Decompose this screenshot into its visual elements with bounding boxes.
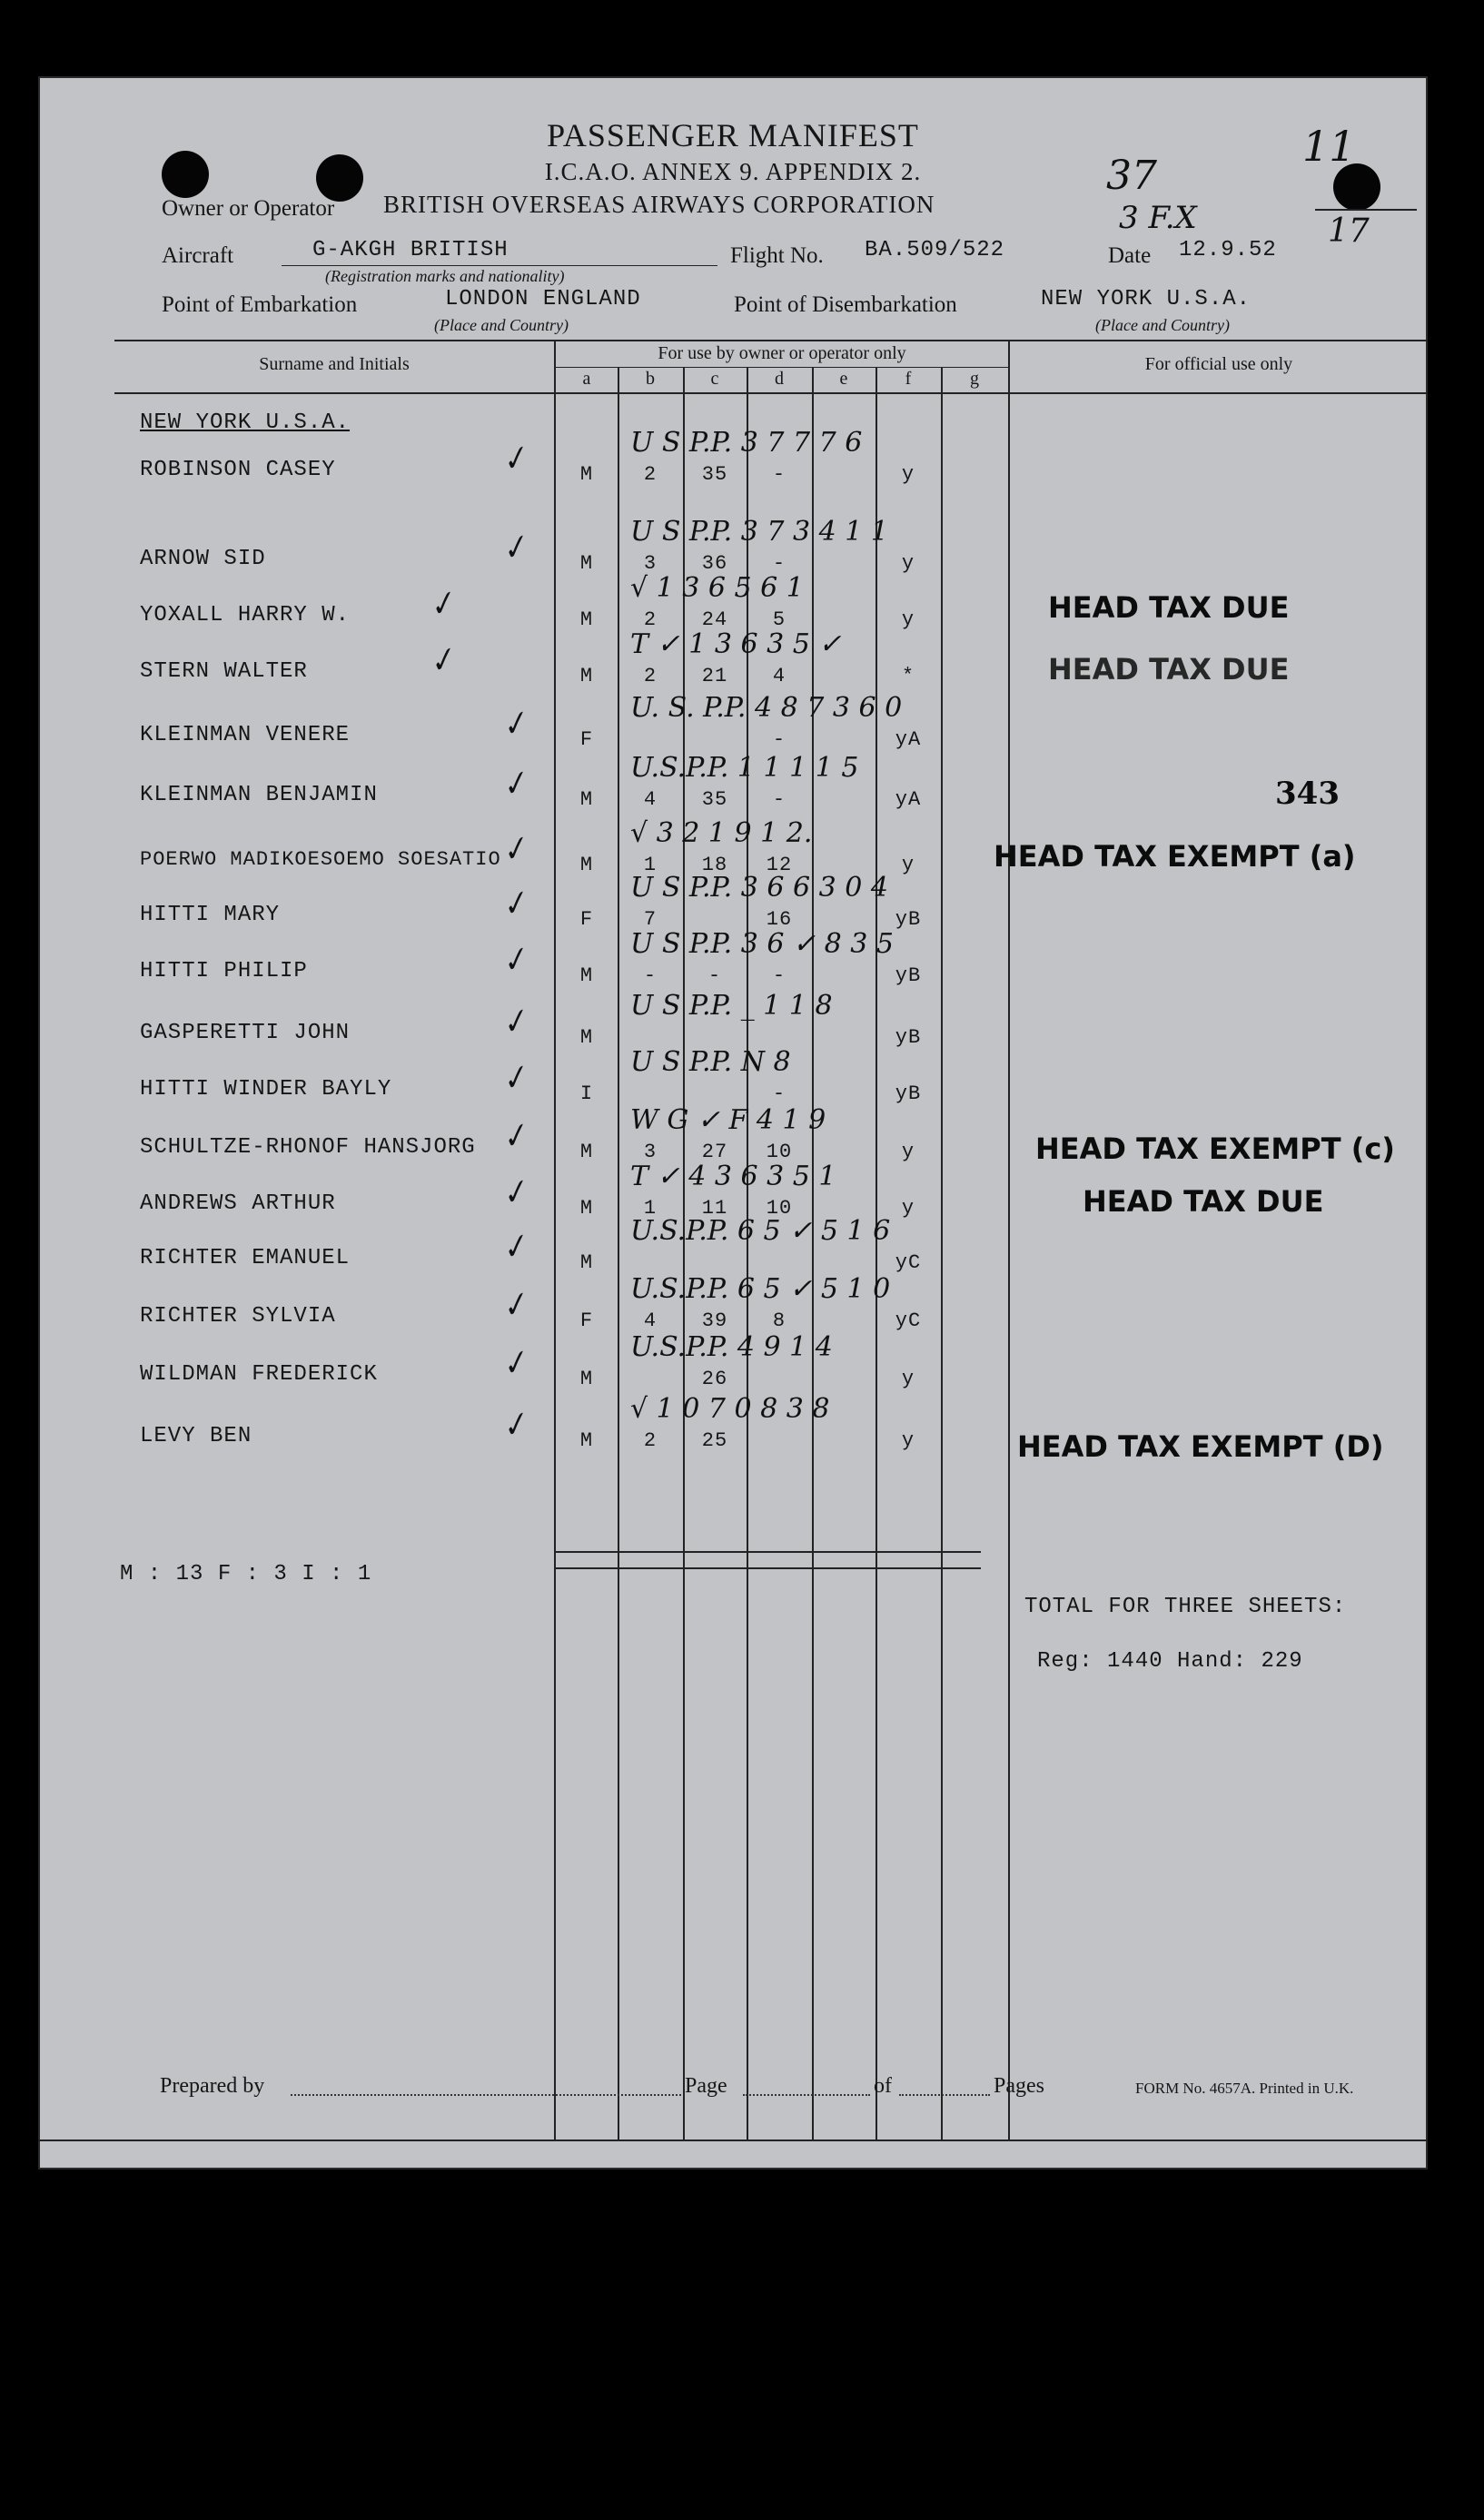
cell-f: yB — [895, 964, 922, 987]
total-three-sheets-label: TOTAL FOR THREE SHEETS: — [1024, 1595, 1347, 1619]
cell-b: 4 — [643, 788, 658, 811]
embarkation-value: LONDON ENGLAND — [445, 287, 641, 311]
check-mark-icon: ✓ — [496, 1404, 533, 1448]
cell-d: - — [772, 728, 787, 751]
embarkation-label: Point of Embarkation — [162, 292, 358, 317]
column-letter-a: a — [582, 369, 591, 389]
stamp-head-tax-due-1: HEAD TAX DUE — [1048, 590, 1290, 625]
check-mark-icon: ✓ — [496, 1001, 533, 1044]
handwritten-annotation: T ✓ 4 3 6 3 5 1 — [630, 1161, 836, 1192]
page-line — [743, 2094, 870, 2096]
cell-c: 18 — [701, 854, 728, 876]
cell-f: yA — [895, 728, 922, 751]
grid-bottom-rule — [38, 2140, 1428, 2141]
handwritten-annotation: U.S.P.P. 1 1 1 1 5 — [630, 752, 859, 784]
cell-c: 11 — [701, 1197, 728, 1220]
surname-heading: Surname and Initials — [259, 354, 410, 374]
handwritten-annotation: U.S.P.P. 4 9 1 4 — [630, 1331, 833, 1363]
cell-d: - — [772, 964, 787, 987]
handwritten-annotation: U. S. P.P. 4 8 7 3 6 0 — [630, 692, 903, 724]
owner-value: BRITISH OVERSEAS AIRWAYS CORPORATION — [383, 191, 935, 218]
check-mark-icon: ✓ — [496, 883, 533, 926]
handwritten-number-37: 37 — [1106, 153, 1157, 199]
cell-b: 2 — [643, 463, 658, 486]
cell-c: 35 — [701, 788, 728, 811]
totals-rule-2 — [554, 1567, 981, 1569]
passenger-name: ARNOW SID — [140, 547, 266, 571]
cell-d: 10 — [766, 1197, 793, 1220]
cell-c: 36 — [701, 552, 728, 575]
cell-f: yC — [895, 1251, 922, 1274]
cell-f: yB — [895, 1082, 922, 1105]
col-line-e — [876, 367, 877, 2140]
cell-c: - — [707, 964, 722, 987]
cell-a: M — [579, 854, 594, 876]
check-mark-icon: ✓ — [496, 763, 533, 806]
aircraft-label: Aircraft — [162, 243, 234, 268]
column-letter-d: d — [775, 369, 784, 389]
totals-rule-1 — [554, 1551, 981, 1553]
passenger-name: KLEINMAN BENJAMIN — [140, 783, 378, 807]
manifest-sheet — [38, 76, 1428, 2169]
stamp-number-343: 343 — [1275, 776, 1340, 812]
check-mark-icon: ✓ — [496, 1115, 533, 1159]
cell-f: * — [901, 665, 915, 687]
check-mark-icon: ✓ — [496, 1342, 533, 1386]
col-line-g — [1008, 340, 1010, 2140]
owner-label: Owner or Operator — [162, 196, 335, 221]
cell-a: M — [579, 665, 594, 687]
disembarkation-value: NEW YORK U.S.A. — [1041, 287, 1252, 311]
cell-b: 7 — [643, 908, 658, 931]
cell-a: M — [579, 552, 594, 575]
date-label: Date — [1108, 243, 1152, 268]
cell-a: F — [579, 1309, 594, 1332]
official-heading: For official use only — [1144, 354, 1293, 374]
stamp-head-tax-due-2: HEAD TAX DUE — [1048, 652, 1290, 687]
passenger-name: SCHULTZE-RHONOF HANSJORG — [140, 1135, 476, 1160]
disembarkation-label: Point of Disembarkation — [734, 292, 957, 317]
cell-f: y — [901, 463, 915, 486]
destination-heading: NEW YORK U.S.A. — [140, 410, 351, 435]
handwritten-annotation: U S P.P. 3 7 7 7 6 — [630, 427, 863, 459]
cell-f: y — [901, 608, 915, 631]
col-line-surname — [554, 340, 556, 2140]
passenger-name: ROBINSON CASEY — [140, 458, 336, 482]
cell-a: M — [579, 964, 594, 987]
check-mark-icon: ✓ — [496, 1171, 533, 1215]
cell-d: 5 — [772, 608, 787, 631]
cell-f: yB — [895, 908, 922, 931]
aircraft-underline — [282, 265, 717, 266]
of-line — [899, 2094, 990, 2096]
passenger-name: WILDMAN FREDERICK — [140, 1362, 378, 1387]
cell-c: 21 — [701, 665, 728, 687]
cell-f: yB — [895, 1026, 922, 1049]
cell-d: - — [772, 788, 787, 811]
handwritten-annotation: √ 3 2 1 9 1 2. — [630, 817, 813, 849]
embarkation-note: (Place and Country) — [434, 316, 569, 334]
cell-a: M — [579, 788, 594, 811]
cell-b: 1 — [643, 1197, 658, 1220]
cell-a: F — [579, 728, 594, 751]
cell-b: 2 — [643, 608, 658, 631]
check-mark-icon: ✓ — [496, 1057, 533, 1101]
cell-b: 2 — [643, 665, 658, 687]
column-letter-f: f — [905, 369, 912, 389]
stamp-head-tax-exempt-a: HEAD TAX EXEMPT (a) — [994, 839, 1356, 874]
cell-b: - — [643, 964, 658, 987]
col-line-a — [618, 367, 619, 2140]
flight-value: BA.509/522 — [865, 238, 1005, 262]
handwritten-annotation: U S P.P. N 8 — [630, 1046, 791, 1078]
cell-c: 26 — [701, 1368, 728, 1390]
cell-a: M — [579, 1197, 594, 1220]
cell-d: - — [772, 463, 787, 486]
stamp-head-tax-exempt-c: HEAD TAX EXEMPT (c) — [1035, 1132, 1395, 1166]
cell-c: 35 — [701, 463, 728, 486]
cell-a: M — [579, 608, 594, 631]
cell-f: yC — [895, 1309, 922, 1332]
grid-top-rule — [114, 340, 1428, 341]
cell-c: 27 — [701, 1141, 728, 1163]
handwritten-annotation: U.S.P.P. 6 5 ✓ 5 1 0 — [630, 1273, 891, 1305]
passenger-name: LEVY BEN — [140, 1424, 252, 1448]
handwritten-annotation: U.S.P.P. 6 5 ✓ 5 1 6 — [630, 1215, 891, 1247]
cell-a: M — [579, 1429, 594, 1452]
check-mark-icon: ✓ — [496, 438, 533, 481]
page-title: PASSENGER MANIFEST — [547, 117, 919, 153]
passenger-name: STERN WALTER — [140, 659, 308, 684]
cell-a: M — [579, 463, 594, 486]
cell-d: 12 — [766, 854, 793, 876]
check-mark-icon: ✓ — [423, 639, 460, 683]
cell-f: y — [901, 1197, 915, 1220]
passenger-name: RICHTER EMANUEL — [140, 1246, 351, 1270]
cell-b: 2 — [643, 1429, 658, 1452]
cell-d: - — [772, 1082, 787, 1105]
cell-f: yA — [895, 788, 922, 811]
cell-d: 4 — [772, 665, 787, 687]
column-letter-c: c — [710, 369, 719, 389]
handwritten-fx: 3 F.X — [1119, 200, 1197, 236]
column-letter-e: e — [839, 369, 848, 389]
handwritten-annotation: U S P.P. 3 7 3 4 1 1 — [630, 516, 888, 548]
column-letter-b: b — [646, 369, 655, 389]
cell-d: 8 — [772, 1309, 787, 1332]
cell-b: 3 — [643, 1141, 658, 1163]
operator-heading: For use by owner or operator only — [658, 343, 906, 363]
handwritten-annotation: √ 1 0 7 0 8 3 8 — [630, 1393, 830, 1425]
check-mark-icon: ✓ — [496, 939, 533, 983]
cell-f: y — [901, 854, 915, 876]
cell-b: 1 — [643, 854, 658, 876]
handwritten-annotation: U S P.P. 3 6 ✓ 8 3 5 — [630, 928, 894, 960]
check-mark-icon: ✓ — [496, 1226, 533, 1270]
passenger-name: HITTI WINDER BAYLY — [140, 1077, 392, 1102]
cell-f: y — [901, 1429, 915, 1452]
grid-head-rule — [114, 392, 1428, 394]
cell-a: M — [579, 1251, 594, 1274]
of-label: of — [874, 2074, 892, 2098]
col-line-f — [941, 367, 943, 2140]
corner-fraction-line — [1315, 209, 1417, 211]
date-value: 12.9.52 — [1179, 238, 1277, 262]
check-mark-icon: ✓ — [496, 828, 533, 872]
handwritten-annotation: U S P.P. 3 6 6 3 0 4 — [630, 872, 888, 904]
check-mark-icon: ✓ — [496, 527, 533, 570]
stamp-head-tax-exempt-d: HEAD TAX EXEMPT (D) — [1017, 1429, 1384, 1464]
cell-a: M — [579, 1026, 594, 1049]
page-label: Page — [685, 2074, 727, 2098]
cell-d: 16 — [766, 908, 793, 931]
cell-c: 39 — [701, 1309, 728, 1332]
passenger-name: HITTI PHILIP — [140, 959, 308, 983]
passenger-name: YOXALL HARRY W. — [140, 603, 351, 628]
cell-a: M — [579, 1368, 594, 1390]
cell-a: I — [579, 1082, 594, 1105]
check-mark-icon: ✓ — [496, 703, 533, 746]
cell-a: F — [579, 908, 594, 931]
handwritten-annotation: √ 1 3 6 5 6 1 — [630, 572, 804, 604]
flight-label: Flight No. — [730, 243, 824, 268]
aircraft-note: (Registration marks and nationality) — [325, 267, 565, 285]
cell-f: y — [901, 1141, 915, 1163]
prepared-by-label: Prepared by — [160, 2074, 265, 2098]
handwritten-corner-number-2: 17 — [1328, 212, 1370, 250]
passenger-name: GASPERETTI JOHN — [140, 1021, 351, 1045]
stamp-head-tax-due-3: HEAD TAX DUE — [1083, 1184, 1324, 1219]
form-number: FORM No. 4657A. Printed in U.K. — [1135, 2080, 1354, 2097]
passenger-name: HITTI MARY — [140, 903, 281, 927]
reg-hand-totals: Reg: 1440 Hand: 229 — [1037, 1649, 1303, 1674]
passenger-name: ANDREWS ARTHUR — [140, 1191, 336, 1216]
passenger-name: POERWO MADIKOESOEMO SOESATIO — [140, 848, 501, 871]
check-mark-icon: ✓ — [496, 1284, 533, 1328]
sex-counts: M : 13 F : 3 I : 1 — [120, 1562, 372, 1586]
column-letter-g: g — [970, 369, 979, 389]
aircraft-value: G-AKGH BRITISH — [312, 238, 509, 262]
pages-label: Pages — [994, 2074, 1044, 2098]
cell-a: M — [579, 1141, 594, 1163]
cell-c: 25 — [701, 1429, 728, 1452]
prepared-by-line — [291, 2094, 681, 2096]
cell-b: 3 — [643, 552, 658, 575]
cell-c: 24 — [701, 608, 728, 631]
cell-b: 4 — [643, 1309, 658, 1332]
handwritten-annotation: W G ✓ F 4 1 9 — [630, 1104, 826, 1136]
page-subtitle: I.C.A.O. ANNEX 9. APPENDIX 2. — [544, 158, 922, 185]
check-mark-icon: ✓ — [423, 583, 460, 627]
handwritten-annotation: T ✓ 1 3 6 3 5 ✓ — [630, 628, 842, 660]
passenger-name: KLEINMAN VENERE — [140, 723, 351, 747]
passenger-name: RICHTER SYLVIA — [140, 1304, 336, 1329]
cell-f: y — [901, 1368, 915, 1390]
cell-f: y — [901, 552, 915, 575]
disembarkation-note: (Place and Country) — [1095, 316, 1230, 334]
cell-d: 10 — [766, 1141, 793, 1163]
cell-d: - — [772, 552, 787, 575]
handwritten-corner-number: 11 — [1302, 122, 1356, 171]
handwritten-annotation: U S P.P. _ 1 1 8 — [630, 990, 833, 1022]
